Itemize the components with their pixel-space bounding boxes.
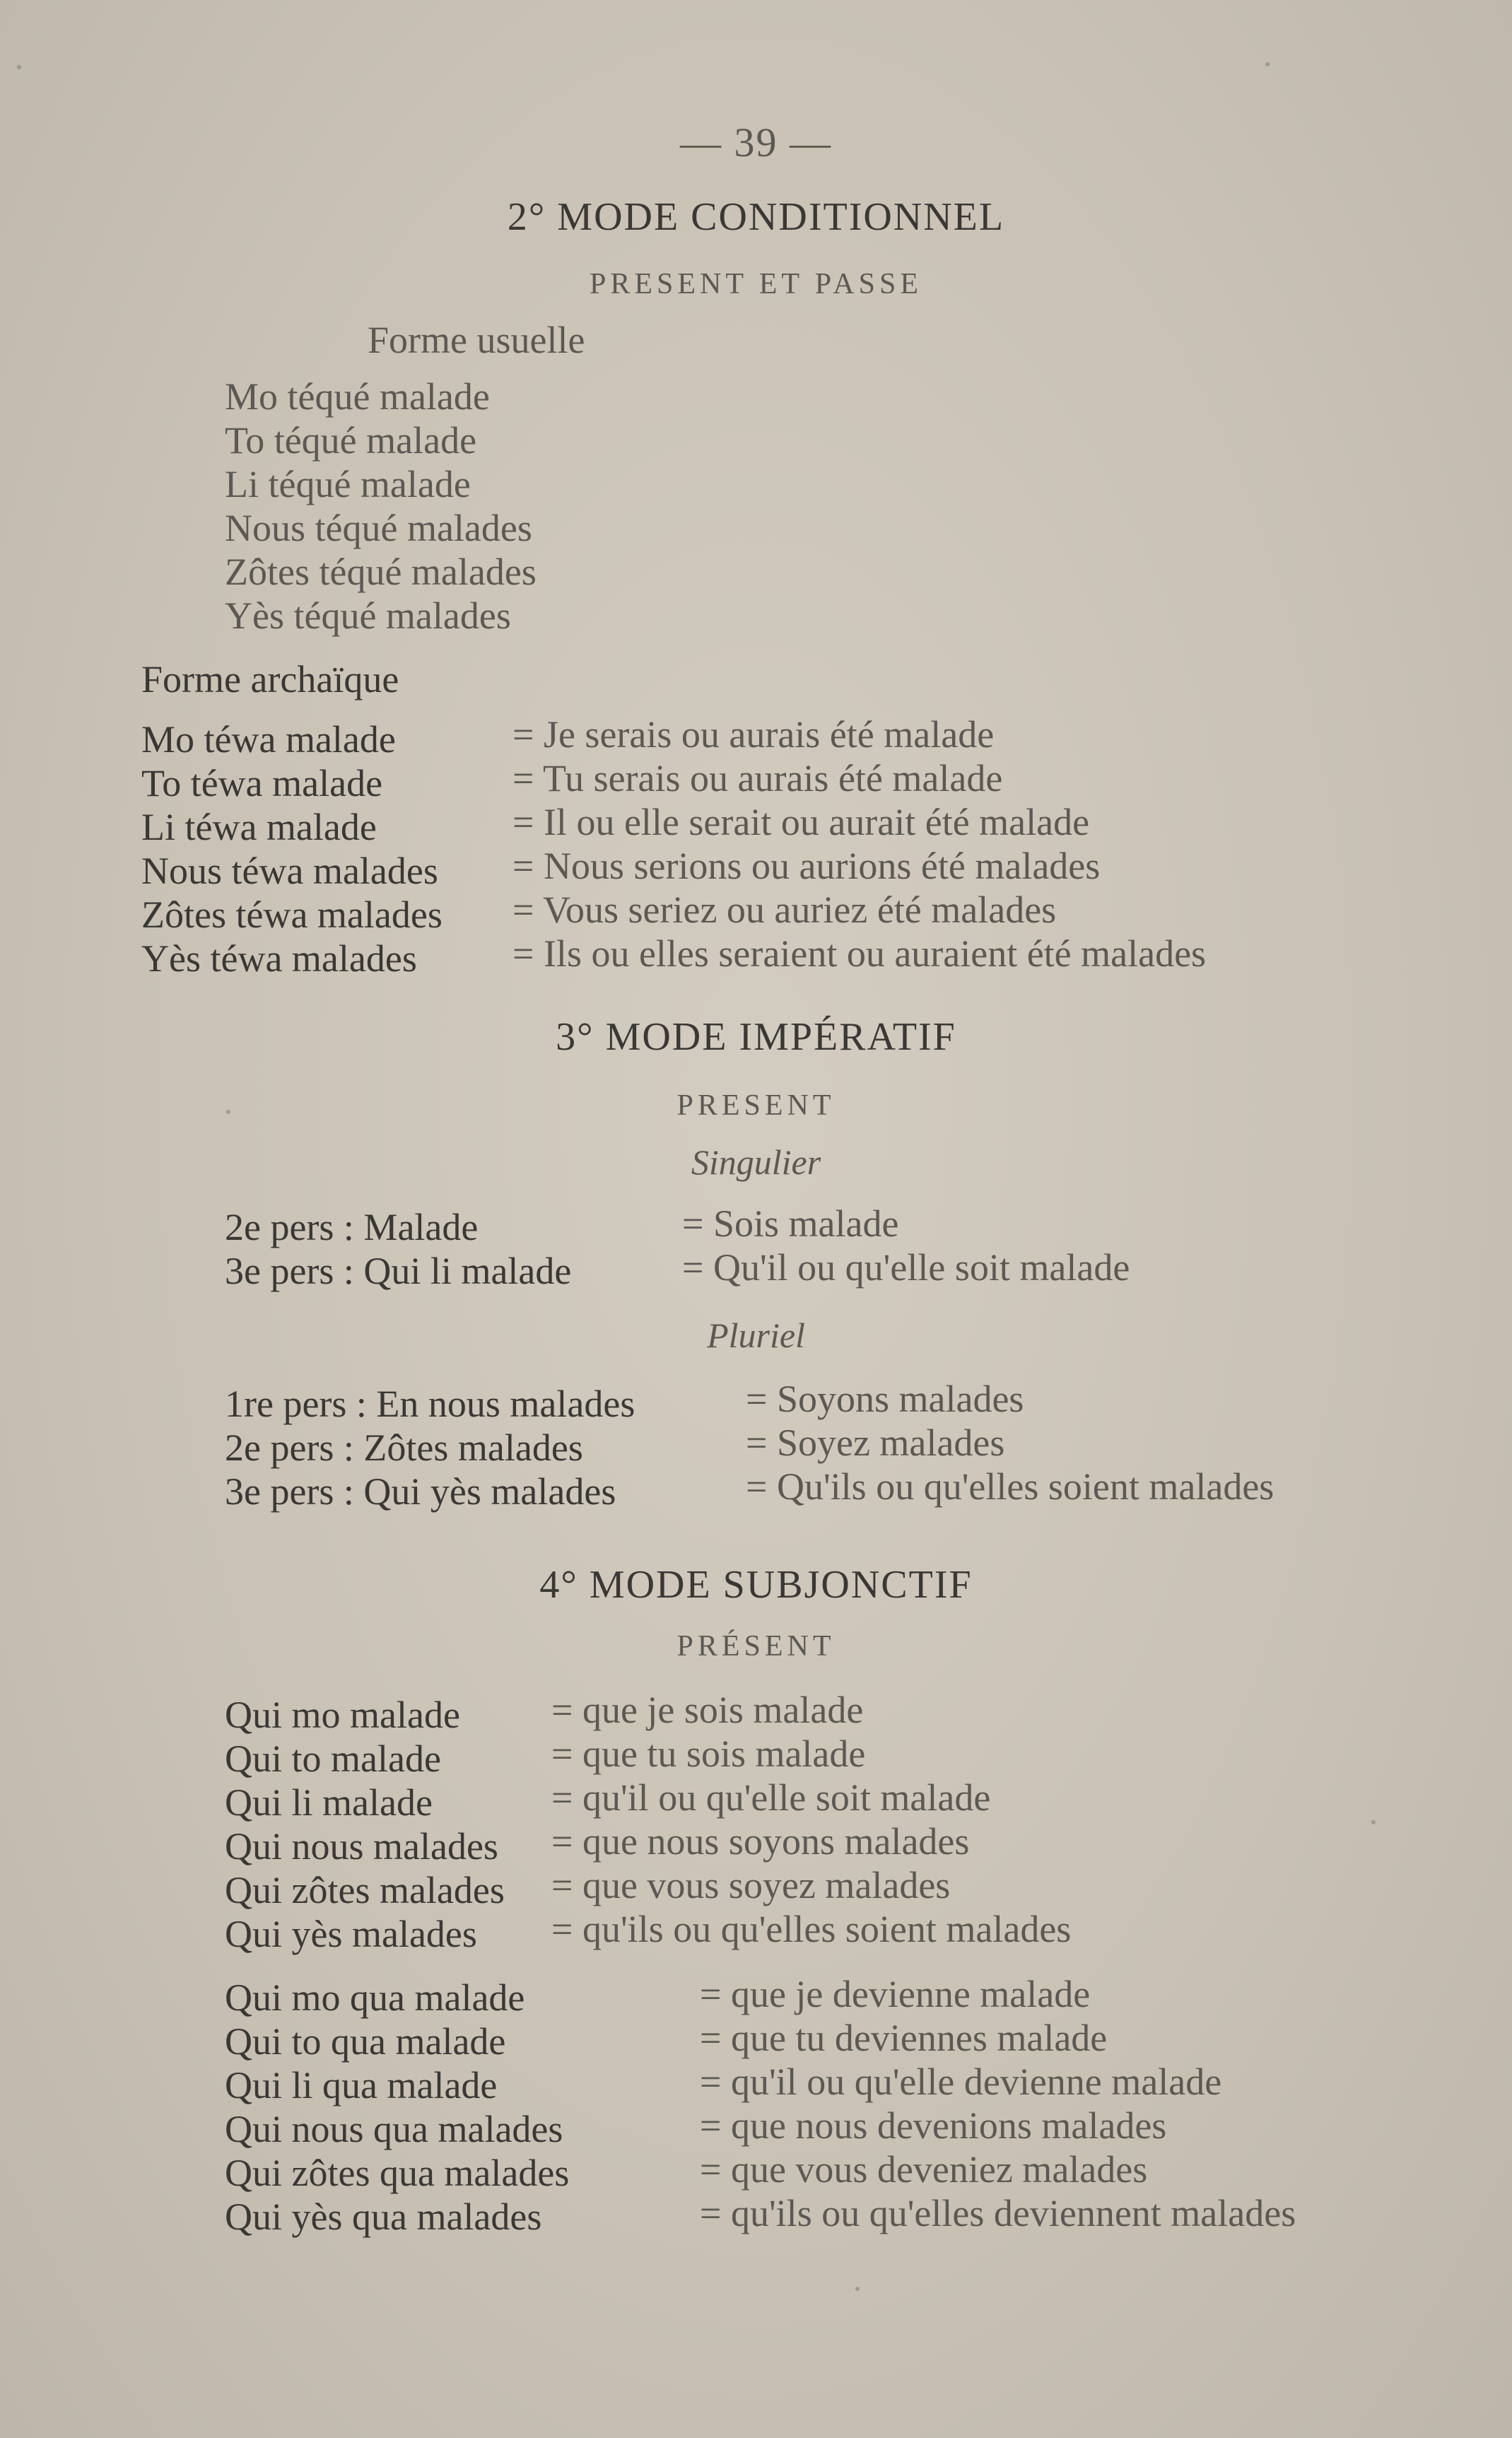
conditionnel-tense: PRESENT ET PASSE [589,268,923,300]
imperatif-pluriel-french: = Qu'ils ou qu'elles soient malades [746,1465,1274,1508]
conditionnel-title: 2° MODE CONDITIONNEL [507,195,1005,239]
pluriel-label: Pluriel [707,1315,805,1355]
archaique-french: = Ils ou elles seraient ou auraient été malades [512,932,1207,975]
singulier-label: Singulier [691,1142,821,1182]
subjonctif-creole: Qui nous malades [225,1825,498,1868]
subjonctif-creole: Qui mo malade [225,1694,460,1736]
usuelle-line: Nous téqué malades [225,507,532,549]
subjonctif-creole: Qui li qua malade [225,2064,498,2106]
archaique-creole: Li téwa malade [141,806,377,848]
forme-archaique-label: Forme archaïque [141,658,399,701]
imperatif-singulier-pers: 3e pers : Qui li malade [225,1250,572,1292]
subjonctif-french: = que vous deveniez malades [700,2148,1148,2191]
usuelle-line: Yès téqué malades [225,594,511,637]
archaique-creole: Mo téwa malade [141,718,396,761]
imperatif-pluriel-pers: 1re pers : En nous malades [225,1383,635,1425]
usuelle-line: Zôtes téqué malades [225,551,537,593]
subjonctif-french: = que tu sois malade [551,1733,866,1775]
page-number: — 39 — [680,119,832,165]
archaique-french: = Il ou elle serait ou aurait été malade [512,801,1090,843]
forme-usuelle-label: Forme usuelle [368,319,585,361]
archaique-french: = Vous seriez ou auriez été malades [512,889,1057,931]
paper-speck [17,65,21,69]
paper-speck [226,1110,230,1114]
subjonctif-french: = que je devienne malade [700,1973,1091,2015]
paper-speck [1265,62,1270,66]
subjonctif-french: = qu'il ou qu'elle soit malade [551,1776,991,1819]
imperatif-singulier-pers: 2e pers : Malade [225,1206,479,1248]
usuelle-line: Mo téqué malade [225,375,490,418]
archaique-creole: To téwa malade [141,762,383,804]
archaique-french: = Nous serions ou aurions été malades [512,845,1101,887]
usuelle-line: Li téqué malade [225,463,471,505]
subjonctif-creole: Qui to malade [225,1737,441,1780]
subjonctif-french: = que vous soyez malades [551,1864,951,1906]
paper-speck [1371,1820,1376,1824]
archaique-creole: Yès téwa malades [141,937,417,980]
subjonctif-french: = qu'ils ou qu'elles deviennent malades [700,2192,1296,2234]
imperatif-pluriel-pers: 2e pers : Zôtes malades [225,1426,583,1469]
subjonctif-french: = qu'il ou qu'elle devienne malade [700,2061,1222,2103]
imperatif-singulier-french: = Sois malade [682,1202,899,1245]
subjonctif-creole: Qui zôtes malades [225,1869,505,1911]
subjonctif-french: = que tu deviennes malade [700,2017,1108,2059]
subjonctif-french: = que nous devenions malades [700,2104,1167,2147]
archaique-french: = Tu serais ou aurais été malade [512,757,1003,799]
subjonctif-tense: PRÉSENT [676,1630,836,1663]
subjonctif-creole: Qui li malade [225,1781,433,1824]
imperatif-pluriel-french: = Soyez malades [746,1422,1005,1464]
subjonctif-creole: Qui yès malades [225,1913,477,1955]
subjonctif-creole: Qui mo qua malade [225,1976,525,2019]
archaique-creole: Zôtes téwa malades [141,893,443,936]
imperatif-pluriel-pers: 3e pers : Qui yès malades [225,1470,616,1513]
subjonctif-creole: Qui zôtes qua malades [225,2152,570,2194]
subjonctif-creole: Qui to qua malade [225,2020,506,2063]
archaique-french: = Je serais ou aurais été malade [512,713,995,756]
subjonctif-creole: Qui nous qua malades [225,2108,563,2150]
imperatif-title: 3° MODE IMPÉRATIF [556,1015,956,1059]
usuelle-line: To téqué malade [225,419,477,462]
paper-speck [855,2287,860,2291]
imperatif-singulier-french: = Qu'il ou qu'elle soit malade [682,1246,1130,1289]
subjonctif-title: 4° MODE SUBJONCTIF [539,1563,973,1607]
subjonctif-french: = que nous soyons malades [551,1820,970,1863]
subjonctif-french: = que je sois malade [551,1689,864,1731]
archaique-creole: Nous téwa malades [141,850,438,892]
imperatif-pluriel-french: = Soyons malades [746,1378,1024,1420]
subjonctif-creole: Qui yès qua malades [225,2196,542,2238]
subjonctif-french: = qu'ils ou qu'elles soient malades [551,1908,1072,1950]
imperatif-tense: PRESENT [676,1089,836,1122]
